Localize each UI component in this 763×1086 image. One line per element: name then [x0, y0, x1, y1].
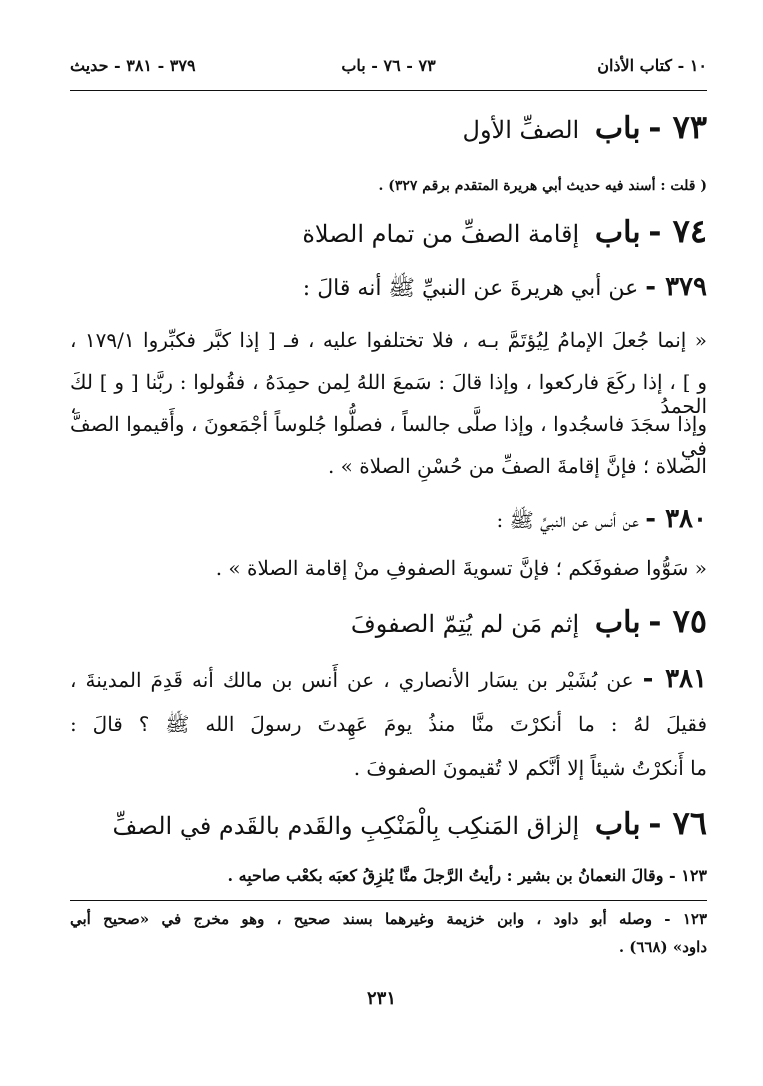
- hadith-intro: عن أنس عن النبيِّ ﷺ :: [496, 508, 639, 532]
- chapter-76-heading: [113, 804, 707, 842]
- page-number: ٢٣١: [366, 988, 396, 1009]
- hadith-381-line-1: [70, 664, 707, 694]
- chapter-title: إثم مَن لم يُتِمّ الصفوفَ: [350, 610, 580, 638]
- hadith-379-line-1: « إنما جُعلَ الإمامُ لِيُؤتَمَّ بـه ، فلا تختلفوا عليه ، فـ [ إذا كبَّر فكبِّروا ١٧٩/١ ،: [70, 328, 708, 352]
- header-book-title: ١٠ - كتاب الأذان: [597, 56, 707, 75]
- hadith-intro: عن أبي هريرةَ عن النبيِّ ﷺ أنه قالَ :: [302, 276, 639, 301]
- header-rule: [70, 90, 707, 91]
- hadith-number: ٣٨١ -: [642, 664, 707, 694]
- hadith-379-line-4: الصلاة ؛ فإنَّ إقامةَ الصفِّ من حُسْنِ الصلاة » .: [327, 454, 707, 478]
- chapter-keyword: باب: [594, 111, 641, 146]
- hadith-379-intro: [303, 272, 707, 306]
- chapter-74-heading: [302, 212, 707, 250]
- chapter-keyword: باب: [594, 807, 641, 842]
- hadith-number: ٣٨٠ -: [645, 504, 707, 534]
- chapter-title: إقامة الصفِّ من تمام الصلاة: [302, 220, 580, 248]
- chapter-75-heading: [351, 602, 707, 640]
- hadith-381-line-3: ما أَنكرْتُ شيئاً إلا أنَّكم لا تُقيمونَ الصفوفَ .: [353, 756, 707, 780]
- hadith-text: عن بُشَيْر بن يسَار الأنصاري ، عن أَنس بن مالك أنه قَدِمَ المدينةَ ،: [70, 668, 634, 692]
- chapter-73-heading: [463, 108, 707, 146]
- athar-123: ١٢٣ - وقالَ النعمانُ بن بشير : رأيتُ الرَّجلَ منَّا يُلزِقُ كعبَه بكعْب صاحبِه .: [227, 866, 707, 885]
- footnote-line-1: ١٢٣ - وصله أبو داود ، وابن خزيمة وغيرهما بسند صحيح ، وهو مخرج في «صحيح أبي: [70, 910, 707, 928]
- running-header: [70, 56, 707, 86]
- hadith-379-line-2: و ] ، إذا ركَعَ فاركعوا ، وإذا قالَ : سَمعَ اللهُ لِمن حمِدَهُ ، فقُولوا : ربَّنا [ و ] لكَ الحمدُ ،: [70, 370, 708, 418]
- chapter-number: ٧٦ -: [648, 804, 707, 842]
- header-chapters: ٧٣ - ٧٦ - باب: [341, 56, 436, 75]
- hadith-381-line-2: فقيلَ لهُ : ما أنكرْتَ منَّا منذُ يومَ عَهِدتَ رسولَ الله ﷺ ؟ قالَ :: [70, 712, 707, 736]
- chapter-number: ٧٤ -: [648, 212, 707, 250]
- chapter-title: الصفِّ الأول: [462, 116, 580, 144]
- chapter-keyword: باب: [594, 215, 641, 250]
- chapter-number: ٧٥ -: [648, 602, 707, 640]
- footnote-line-2: داود» (٦٦٨) .: [618, 938, 707, 956]
- header-hadiths: ٣٧٩ - ٣٨١ - حديث: [70, 56, 196, 75]
- hadith-380-text: « سَوُّوا صفوفَكم ؛ فإنَّ تسويةَ الصفوفِ منْ إقامة الصلاة » .: [215, 556, 707, 580]
- footnote-rule: [70, 900, 707, 901]
- chapter-73-note: ( قلت : أسند فيه حديث أبي هريرة المتقدم برقم ٣٢٧) .: [378, 178, 707, 194]
- hadith-380-intro: [497, 504, 707, 537]
- chapter-keyword: باب: [594, 605, 641, 640]
- hadith-379-line-3: وإذا سجَدَ فاسجُدوا ، وإذا صلَّى جالساً ، فصلُّوا جُلوساً أجْمَعونَ ، وأَقيموا الصفَّ في: [70, 412, 707, 460]
- hadith-number: ٣٧٩ -: [645, 272, 707, 302]
- chapter-title: إلزاق المَنكِب بِالْمَنْكِبِ والقَدم بالقَدم في الصفِّ: [112, 812, 580, 840]
- chapter-number: ٧٣ -: [648, 108, 707, 146]
